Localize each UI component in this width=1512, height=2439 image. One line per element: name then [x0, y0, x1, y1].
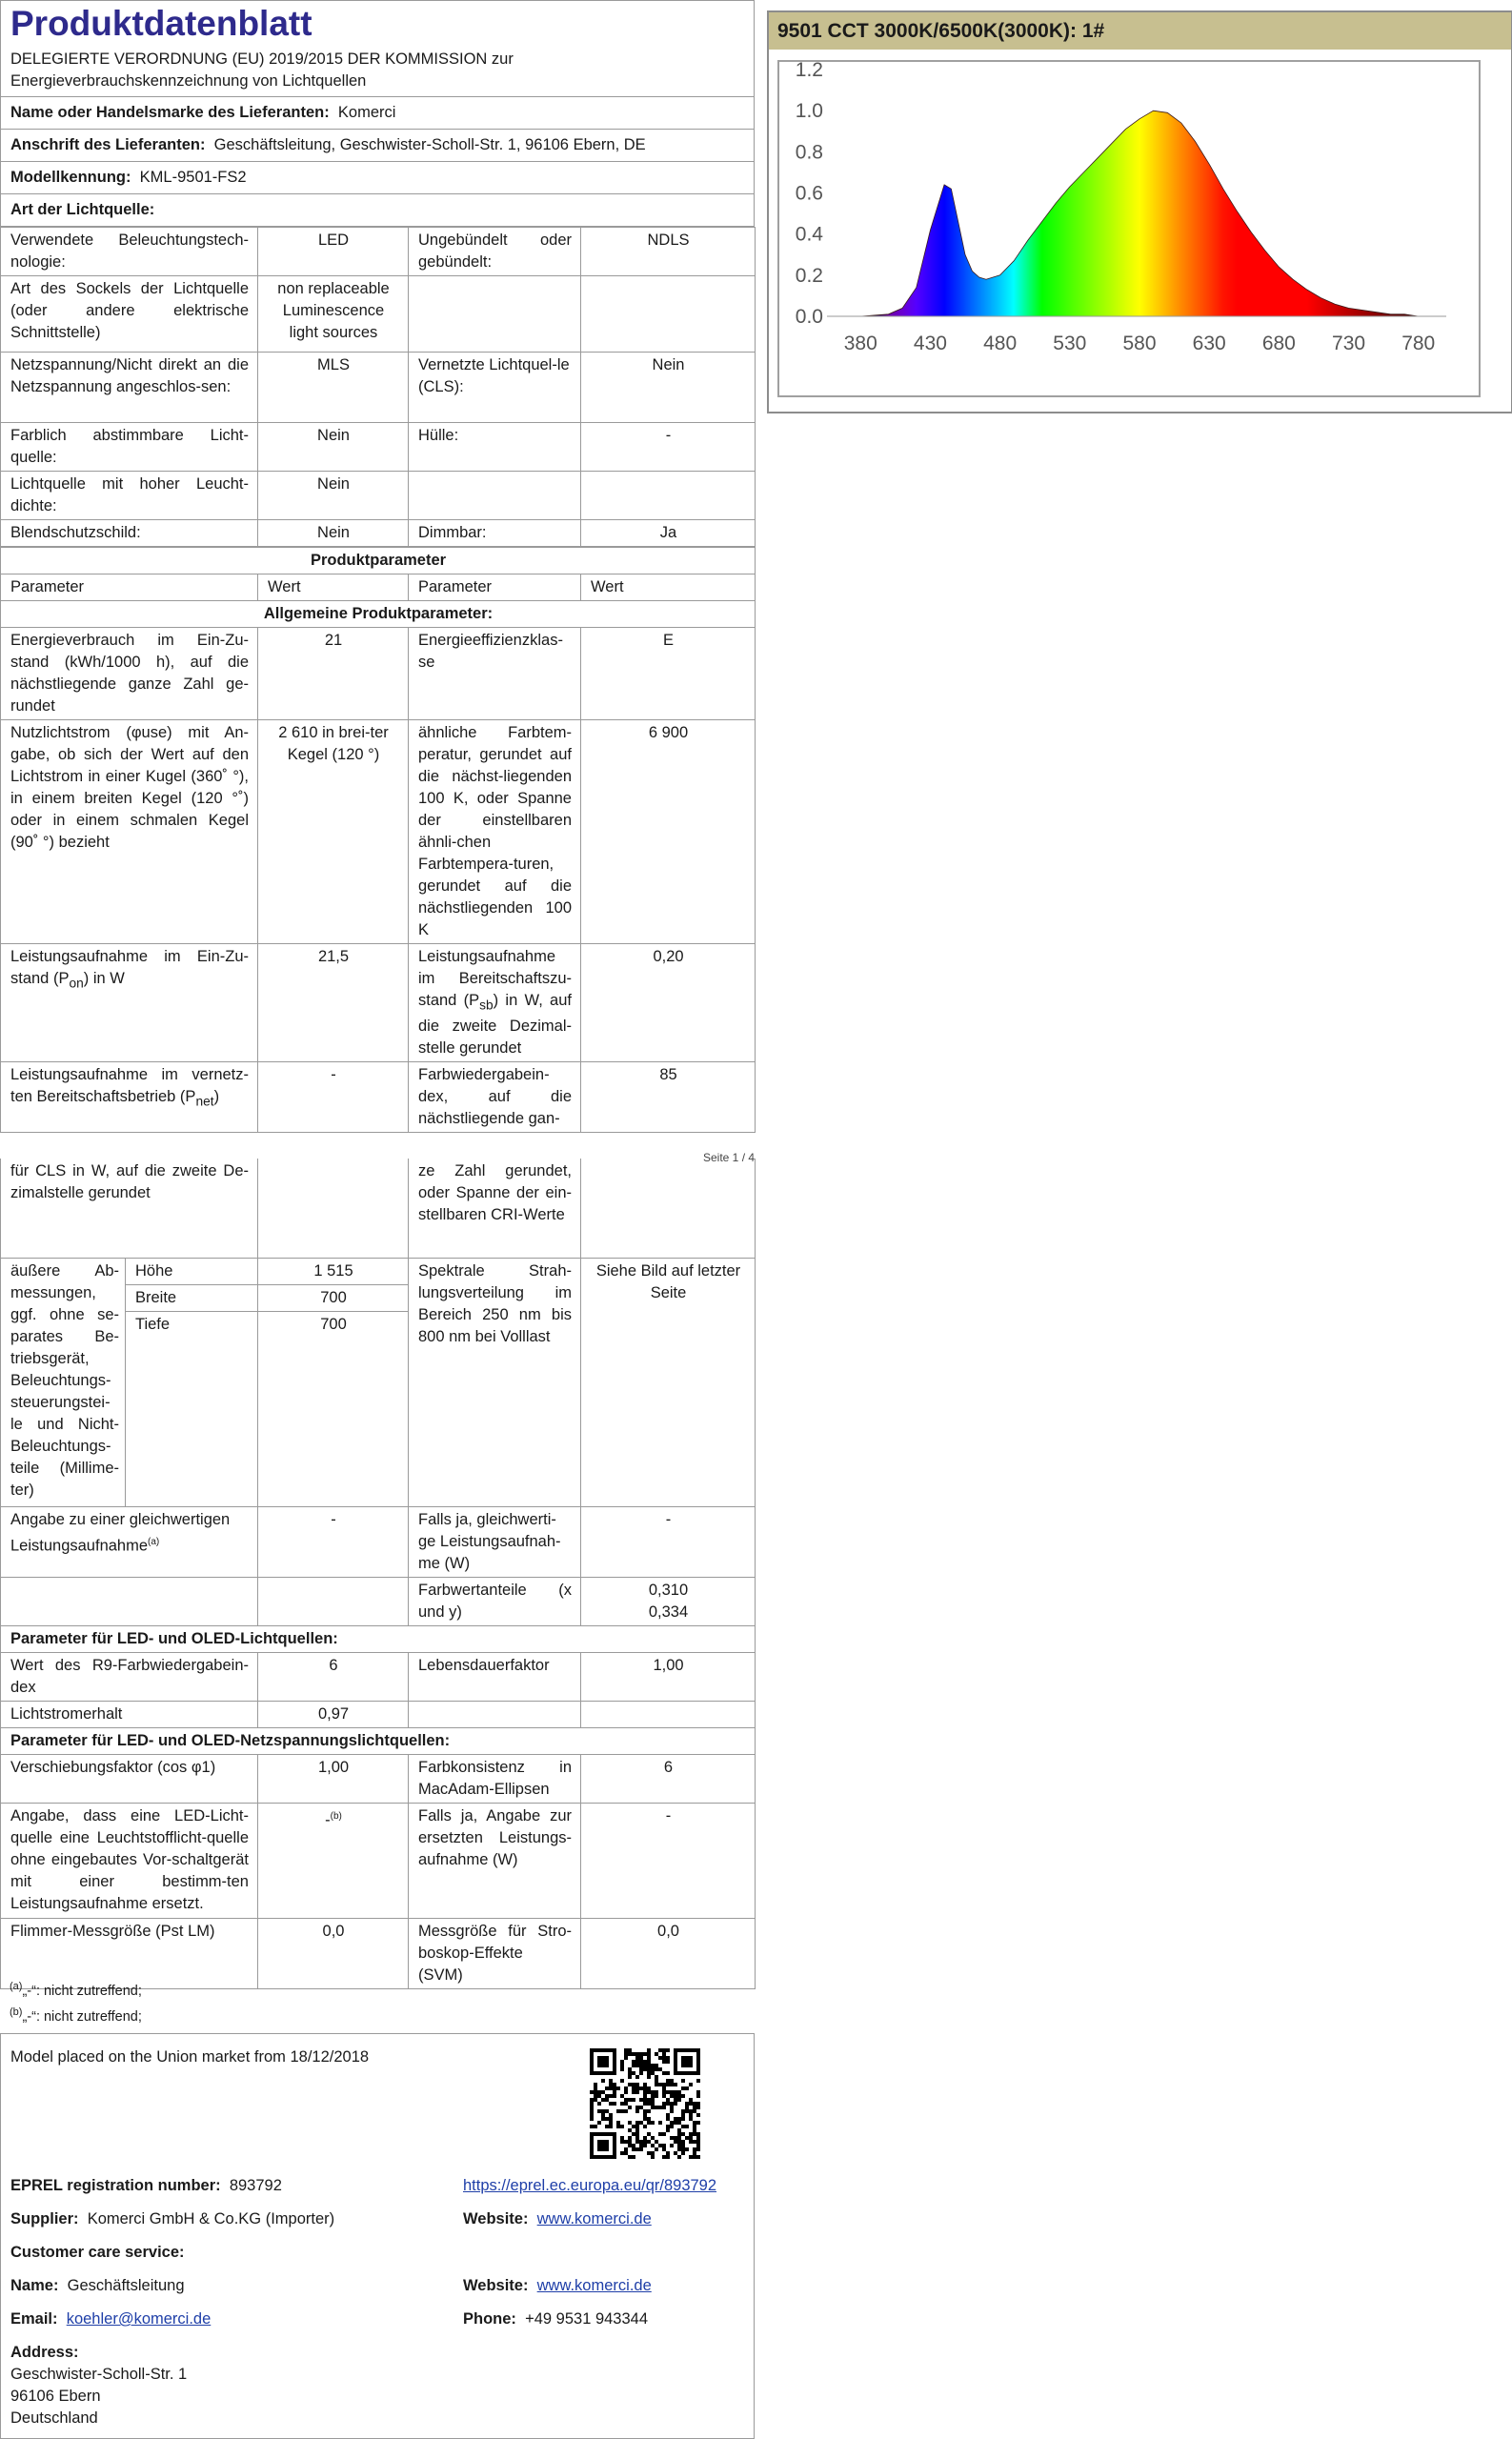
model-row — [0, 162, 755, 194]
care-name-row: Name: Geschäftsleitung — [10, 2277, 185, 2294]
cri-value: 85 — [581, 1062, 756, 1133]
glare-value: Nein — [258, 520, 409, 547]
supplier-name: Komerci — [337, 104, 396, 121]
height-value: 1 515 — [258, 1258, 409, 1284]
tech-value: LED — [258, 228, 409, 276]
cct-value: 6 900 — [581, 720, 756, 944]
x-tick-label: 580 — [1122, 333, 1157, 354]
supplier-address-row — [0, 130, 755, 162]
envelope-label: Hülle: — [409, 423, 581, 472]
dimensions-label: äußere Ab-messungen, ggf. ohne se-parates Be-triebsgerät, Beleuchtungs-steuerungstei-le und Nicht-Beleuchtungs-teile (Millime-ter) — [1, 1258, 126, 1506]
glare-label: Blendschutzschild: — [1, 520, 258, 547]
displacement-factor-value: 1,00 — [258, 1754, 409, 1803]
y-tick-label: 0.4 — [795, 223, 823, 246]
spectrum-chart-panel — [767, 10, 1512, 413]
dimmable-label: Dimmbar: — [409, 520, 581, 547]
spectrum-area — [860, 111, 1418, 316]
website-row: Website: www.komerci.de — [463, 2210, 652, 2227]
title-block — [0, 0, 755, 97]
footnote-b: $^{(b)}$„-“: nicht zutreffend; — [10, 2006, 142, 2025]
led-params-heading: Parameter für LED- und OLED-Lichtquellen: — [1, 1625, 756, 1652]
svm-value: 0,0 — [581, 1918, 756, 1988]
height-label: Höhe — [126, 1258, 258, 1284]
x-tick-label: 630 — [1192, 333, 1226, 354]
model-label: Modellkennung: — [10, 169, 131, 186]
equivalent-watt-label: Falls ja, gleichwerti-ge Leistungsaufnah-me (W) — [409, 1506, 581, 1577]
socket-label: Art des Sockels der Lichtquelle (oder andere elektrische Schnittstelle) — [1, 276, 258, 353]
energy-class-value: E — [581, 628, 756, 720]
continued-table — [0, 1159, 756, 1989]
col-header-param-2: Parameter — [409, 574, 581, 601]
r9-label: Wert des R9-Farbwiedergabein-dex — [1, 1652, 258, 1701]
model-id: KML-9501-FS2 — [139, 169, 247, 186]
energy-label: Energieverbrauch im Ein-Zu-stand (kWh/1000 h), auf die nächstliegende ganze Zahl ge-rundet — [1, 628, 258, 720]
envelope-value: - — [581, 423, 756, 472]
supplier-address: Geschäftsleitung, Geschwister-Scholl-Str. 1, 96106 Ebern, DE — [213, 136, 646, 153]
pnet-label-cont: für CLS in W, auf die zweite De-zimalstelle gerundet — [1, 1159, 258, 1258]
supplier-row: Supplier: Komerci GmbH & Co.KG (Importer) — [10, 2210, 335, 2227]
r9-value: 6 — [258, 1652, 409, 1701]
spectrum-chart — [779, 62, 1479, 395]
width-label: Breite — [126, 1284, 258, 1311]
mains-value: MLS — [258, 353, 409, 423]
x-tick-label: 380 — [843, 333, 877, 354]
regulation-subtitle: DELEGIERTE VERORDNUNG (EU) 2019/2015 DER KOMMISSION zur Energieverbrauchskennzeichnung von Lichtquellen — [10, 50, 514, 90]
footnote-a: $^{(a)}$„-“: nicht zutreffend; — [10, 1981, 142, 1999]
care-website-row: Website: www.komerci.de — [463, 2277, 652, 2294]
lumen-maintenance-value: 0,97 — [258, 1701, 409, 1727]
cri-label-cont: ze Zahl gerundet, oder Spanne der ein-stellbaren CRI-Werte — [409, 1159, 581, 1258]
col-header-value: Wert — [258, 574, 409, 601]
datasheet-continued — [0, 1159, 755, 1989]
pnet-value: - — [258, 1062, 409, 1133]
address-heading: Address: — [10, 2344, 79, 2361]
supplier-address-label: Anschrift des Lieferanten: — [10, 136, 206, 153]
chromaticity-value: 0,310 0,334 — [581, 1577, 756, 1625]
chromaticity-label: Farbwertanteile (x und y) — [409, 1577, 581, 1625]
y-tick-label: 0.2 — [795, 264, 823, 287]
supplier-name-label: Name oder Handelsmarke des Lieferanten: — [10, 104, 330, 121]
x-tick-label: 730 — [1332, 333, 1366, 354]
eprel-info-block — [0, 2033, 755, 2439]
high-luminance-value: Nein — [258, 472, 409, 520]
general-params-heading: Allgemeine Produktparameter: — [1, 601, 756, 628]
phone-row: Phone: +49 9531 943344 — [463, 2310, 649, 2328]
flicker-value: 0,0 — [258, 1918, 409, 1988]
x-tick-label: 530 — [1053, 333, 1087, 354]
cls-label: Vernetzte Lichtquel-le (CLS): — [409, 353, 581, 423]
datasheet — [0, 0, 755, 1133]
x-tick-label: 780 — [1401, 333, 1436, 354]
flicker-label: Flimmer-Messgröße (Pst LM) — [1, 1918, 258, 1988]
y-tick-label: 0.8 — [795, 141, 823, 164]
pon-value: 21,5 — [258, 944, 409, 1062]
product-params-heading: Produktparameter — [1, 548, 756, 574]
flux-value: 2 610 in brei-ter Kegel (120 °) — [258, 720, 409, 944]
socket-value: non replaceable Luminescence light sources — [258, 276, 409, 353]
spd-label: Spektrale Strah-lungsverteilung im Bereich 250 nm bis 800 nm bei Volllast — [409, 1258, 581, 1506]
macadam-label: Farbkonsistenz in MacAdam-Ellipsen — [409, 1754, 581, 1803]
y-tick-label: 1.0 — [795, 100, 823, 123]
replacement-watt-label: Falls ja, Angabe zur ersetzten Leistungs-aufnahme (W) — [409, 1803, 581, 1918]
product-parameters-table — [0, 547, 756, 1133]
page-title: Produktdatenblatt — [10, 4, 312, 43]
psb-value: 0,20 — [581, 944, 756, 1062]
tunable-label: Farblich abstimmbare Licht-quelle: — [1, 423, 258, 472]
energy-class-label: Energieeffizienzklas-se — [409, 628, 581, 720]
equivalent-watt-value: - — [581, 1506, 756, 1577]
mains-label: Netzspannung/Nicht direkt an die Netzspannung angeschlos-sen: — [1, 353, 258, 423]
psb-label: Leistungsaufnahme im Bereitschaftszu-stand $(P_{sb})$ in W, auf die zweite Dezimal-stelle gerundet — [409, 944, 581, 1062]
x-tick-label: 680 — [1261, 333, 1296, 354]
col-header-value-2: Wert — [581, 574, 756, 601]
chart-title: 9501 CCT 3000K/6500K(3000K): 1# — [777, 20, 1105, 42]
y-tick-label: 1.2 — [795, 62, 823, 81]
col-header-param: Parameter — [1, 574, 258, 601]
survival-label: Lebensdauerfaktor — [409, 1652, 581, 1701]
light-source-type-table — [0, 227, 756, 547]
supplier-name-row — [0, 97, 755, 130]
address-line-1: Geschwister-Scholl-Str. 1 — [10, 2366, 188, 2383]
y-tick-label: 0.6 — [795, 182, 823, 205]
care-website-link[interactable]: www.komerci.de — [536, 2277, 652, 2294]
energy-value: 21 — [258, 628, 409, 720]
address-line-2: 96106 Ebern — [10, 2388, 101, 2405]
flux-label: Nutzlichtstrom (φuse) mit An-gabe, ob sich der Wert auf den Lichtstrom in einer Kugel (360˚ °), in einem breiten Kegel (120 °˚) oder in einem schmalen Kegel (90˚ °) bezieht — [1, 720, 258, 944]
pnet-label: Leistungsaufnahme im vernetz-ten Bereitschaftsbetrieb $(P_{net})$ — [1, 1062, 258, 1133]
width-value: 700 — [258, 1284, 409, 1311]
pon-label: Leistungsaufnahme im Ein-Zu-stand $(P_{on})$ in W — [1, 944, 258, 1062]
chart-title-bar — [769, 12, 1511, 50]
macadam-value: 6 — [581, 1754, 756, 1803]
customer-care-heading: Customer care service: — [10, 2244, 185, 2261]
cls-value: Nein — [581, 353, 756, 423]
equivalent-power-value: - — [258, 1506, 409, 1577]
replacement-value: -$^{(b)}$ — [258, 1803, 409, 1918]
cct-label: ähnliche Farbtem-peratur, gerundet auf die nächst-liegenden 100 K, oder Spanne der einstellbaren ähnli-chen Farbtempera-turen, gerundet auf die nächstliegenden 100 K — [409, 720, 581, 944]
lumen-maintenance-label: Lichtstromerhalt — [1, 1701, 258, 1727]
website-link[interactable]: www.komerci.de — [536, 2210, 652, 2227]
tech-label: Verwendete Beleuchtungstech-nologie: — [1, 228, 258, 276]
svm-label: Messgröße für Stro-boskop-Effekte (SVM) — [409, 1918, 581, 1988]
mains-params-heading: Parameter für LED- und OLED-Netzspannungslichtquellen: — [1, 1727, 756, 1754]
replacement-watt-value: - — [581, 1803, 756, 1918]
email-row: Email: koehler@komerci.de — [10, 2310, 212, 2328]
x-tick-label: 480 — [983, 333, 1018, 354]
displacement-factor-label: Verschiebungsfaktor (cos φ1) — [1, 1754, 258, 1803]
eprel-link[interactable]: https://eprel.ec.europa.eu/qr/893792 — [463, 2177, 717, 2194]
cri-label: Farbwiedergabein-dex, auf die nächstliegende gan- — [409, 1062, 581, 1133]
page-number: Seite 1 / 4 — [703, 1151, 756, 1164]
qr-code — [590, 2048, 700, 2159]
equivalent-power-label: Angabe zu einer gleichwertigen Leistungsaufnahme$^{(a)}$ — [1, 1506, 258, 1577]
email-link[interactable]: koehler@komerci.de — [66, 2310, 212, 2328]
tunable-value: Nein — [258, 423, 409, 472]
dimmable-value: Ja — [581, 520, 756, 547]
eprel-row: EPREL registration number: 893792 — [10, 2177, 282, 2194]
address-line-3: Deutschland — [10, 2409, 98, 2427]
bundled-label: Ungebündelt oder gebündelt: — [409, 228, 581, 276]
market-date: Model placed on the Union market from 18/12/2018 — [10, 2048, 370, 2066]
y-tick-label: 0.0 — [795, 306, 823, 328]
x-tick-label: 430 — [913, 333, 947, 354]
replacement-label: Angabe, dass eine LED-Licht-quelle eine Leuchtstofflicht-quelle ohne eingebautes Vor-schaltgerät mit einer bestimm-ten Leistungsaufnahme ersetzt. — [1, 1803, 258, 1918]
type-heading: Art der Lichtquelle: — [0, 194, 755, 227]
depth-value: 700 — [258, 1311, 409, 1506]
high-luminance-label: Lichtquelle mit hoher Leucht-dichte: — [1, 472, 258, 520]
bundled-value: NDLS — [581, 228, 756, 276]
survival-value: 1,00 — [581, 1652, 756, 1701]
chart-frame — [777, 60, 1481, 397]
depth-label: Tiefe — [126, 1311, 258, 1506]
spd-value: Siehe Bild auf letzter Seite — [581, 1258, 756, 1506]
